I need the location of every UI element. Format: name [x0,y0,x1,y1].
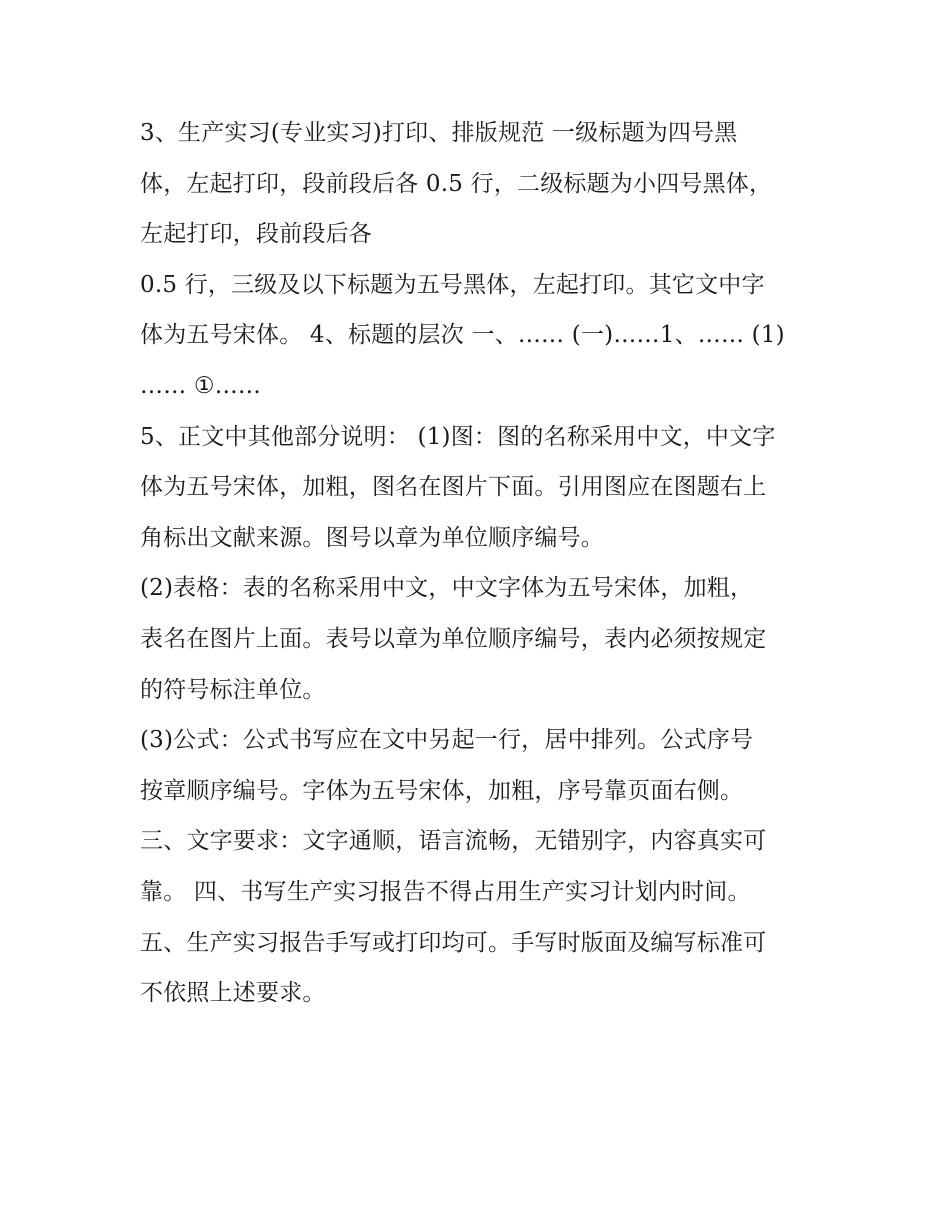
text-line: 三、文字要求：文字通顺，语言流畅，无错别字，内容真实可 [140,828,767,855]
text-line: 表名在图片上面。表号以章为单位顺序编号，表内必须按规定 [140,625,767,652]
text-line: 五、生产实习报告手写或打印均可。手写时版面及编写标准可 [140,929,767,956]
text-line: (3)公式：公式书写应在文中另起一行，居中排列。公式序号 [140,727,754,754]
text-line: (2)表格：表的名称采用中文，中文字体为五号宋体，加粗， [140,575,754,602]
text-line: 的符号标注单位。 [140,676,326,703]
text-line: 0.5 行，三级及以下标题为五号黑体，左起打印。其它文中字 [140,271,765,298]
text-line: 3、生产实习(专业实习)打印、排版规范 一级标题为四号黑 [140,120,738,146]
text-line: 体，左起打印，段前段后各 0.5 行，二级标题为小四号黑体， [140,170,773,197]
text-line: 左起打印，段前段后各 [140,221,372,248]
text-line: 体为五号宋体。 4、标题的层次 一、…… (一)……1、…… (1) [140,322,785,349]
text-line: …… ①…… [140,372,262,399]
text-line: 体为五号宋体，加粗，图名在图片下面。引用图应在图题右上 [140,474,767,501]
text-line: 按章顺序编号。字体为五号宋体，加粗，序号靠页面右侧。 [140,777,744,804]
text-line: 靠。 四、书写生产实习报告不得占用生产实习计划内时间。 [140,878,751,905]
body-text [140,108,820,1019]
text-line: 不依照上述要求。 [140,980,326,1007]
text-line: 角标出文献来源。图号以章为单位顺序编号。 [140,524,604,551]
text-line: 5、正文中其他部分说明： (1)图：图的名称采用中文，中文字 [140,423,776,450]
